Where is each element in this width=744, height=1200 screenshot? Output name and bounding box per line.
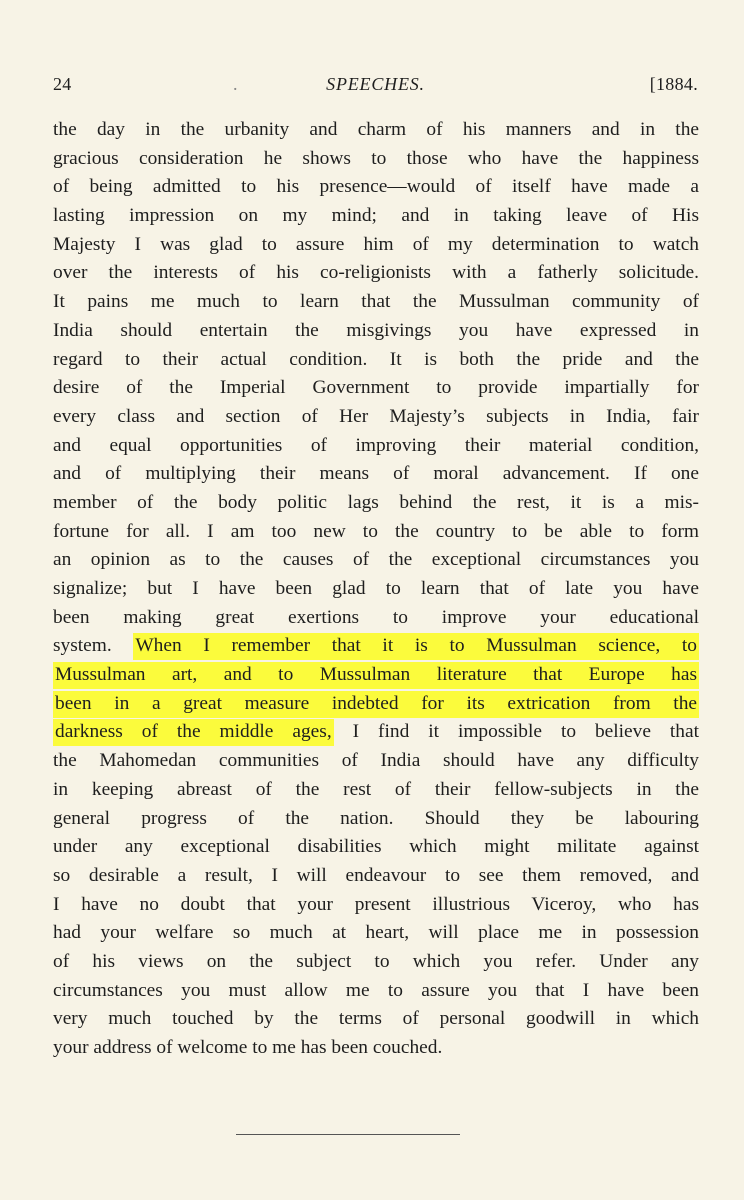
text-line xyxy=(53,632,699,661)
line-text: lasting impression on my mind; and in taking leave of His xyxy=(53,205,699,227)
text-line xyxy=(53,977,699,1006)
text-line xyxy=(53,489,699,518)
text-line xyxy=(53,173,699,202)
text-line xyxy=(53,288,699,317)
header-dot: . xyxy=(233,74,238,94)
line-text: desire of the Imperial Government to provide impartially for xyxy=(53,377,699,399)
line-text: the day in the urbanity and charm of his manners and in the xyxy=(53,119,699,140)
line-text: over the interests of his co-religionists with a fatherly solicitude. xyxy=(53,262,699,284)
text-line xyxy=(53,432,699,461)
line-text: Majesty I was glad to assure him of my determination to watch xyxy=(53,233,699,255)
text-line xyxy=(53,346,699,375)
line-text: fortune for all. I am too new to the country to be able to form xyxy=(53,520,699,542)
line-text: circumstances you must allow me to assure you that I have been xyxy=(53,979,699,1001)
line-text: of his views on the subject to which you refer. Under any xyxy=(53,950,699,972)
line-text: system. xyxy=(53,635,134,657)
text-line xyxy=(53,1005,699,1034)
text-line xyxy=(53,862,699,891)
text-line xyxy=(53,833,699,862)
text-line xyxy=(53,805,699,834)
text-line xyxy=(53,718,699,747)
text-line xyxy=(53,948,699,977)
body-text xyxy=(53,116,699,1063)
line-text: in keeping abreast of the rest of their fellow-subjects in the xyxy=(53,778,699,800)
line-text: every class and section of Her Majesty’s subjects in India, fair xyxy=(53,405,699,427)
line-text: had your welfare so much at heart, will place me in possession xyxy=(53,922,699,944)
line-text: I find it impossible to believe that xyxy=(333,721,699,743)
text-line xyxy=(53,231,699,260)
text-line xyxy=(53,747,699,776)
highlighted-passage[interactable]: When I remember that it is to Mussulman science, to xyxy=(133,633,699,660)
text-line xyxy=(53,919,699,948)
line-text: It pains me much to learn that the Mussulman community of xyxy=(53,291,699,313)
highlighted-passage[interactable]: darkness of the middle ages, xyxy=(53,719,334,746)
text-line xyxy=(53,317,699,346)
line-text: member of the body politic lags behind the rest, it is a mis- xyxy=(53,491,699,513)
line-text: India should entertain the misgivings you have expressed in xyxy=(53,319,699,341)
text-line xyxy=(53,690,699,719)
page-number: 24 xyxy=(53,74,72,94)
text-line xyxy=(53,661,699,690)
line-text: and equal opportunities of improving their material condition, xyxy=(53,434,699,456)
line-text: signalize; but I have been glad to learn that of late you have xyxy=(53,578,699,599)
text-line xyxy=(53,776,699,805)
line-text: an opinion as to the causes of the exceptional circumstances you xyxy=(53,549,699,571)
text-line xyxy=(53,116,699,145)
text-line xyxy=(53,575,699,604)
line-text: and of multiplying their means of moral advancement. If one xyxy=(53,463,699,485)
text-line xyxy=(53,546,699,575)
text-line xyxy=(53,604,699,633)
highlighted-passage[interactable]: been in a great measure indebted for its extrication from the xyxy=(53,691,699,718)
header-year: [1884. xyxy=(649,74,698,94)
text-line xyxy=(53,374,699,403)
text-line xyxy=(53,202,699,231)
line-text: I have no doubt that your present illustrious Viceroy, who has xyxy=(53,893,699,915)
line-text: under any exceptional disabilities which might militate against xyxy=(53,836,699,858)
text-line xyxy=(53,518,699,547)
line-text: general progress of the nation. Should they be labouring xyxy=(53,807,699,829)
line-text: very much touched by the terms of personal goodwill in which xyxy=(53,1008,699,1030)
line-text: regard to their actual condition. It is both the pride and the xyxy=(53,348,699,370)
text-line xyxy=(53,1034,699,1063)
text-line xyxy=(53,891,699,920)
text-line xyxy=(53,259,699,288)
line-text: the Mahomedan communities of India should have any difficulty xyxy=(53,750,699,772)
line-text: been making great exertions to improve your educational xyxy=(53,606,699,628)
line-text: your address of welcome to me has been couched. xyxy=(53,1037,443,1058)
line-text: of being admitted to his presence—would of itself have made a xyxy=(53,176,699,198)
running-header xyxy=(53,74,698,102)
line-text: so desirable a result, I will endeavour to see them removed, and xyxy=(53,864,699,886)
footer-rule xyxy=(236,1134,460,1135)
line-text: gracious consideration he shows to those who have the happiness xyxy=(53,147,699,169)
running-title: SPEECHES. xyxy=(326,74,425,94)
text-line xyxy=(53,460,699,489)
text-line xyxy=(53,145,699,174)
highlighted-passage[interactable]: Mussulman art, and to Mussulman literature that Europe has xyxy=(53,662,699,689)
text-line xyxy=(53,403,699,432)
